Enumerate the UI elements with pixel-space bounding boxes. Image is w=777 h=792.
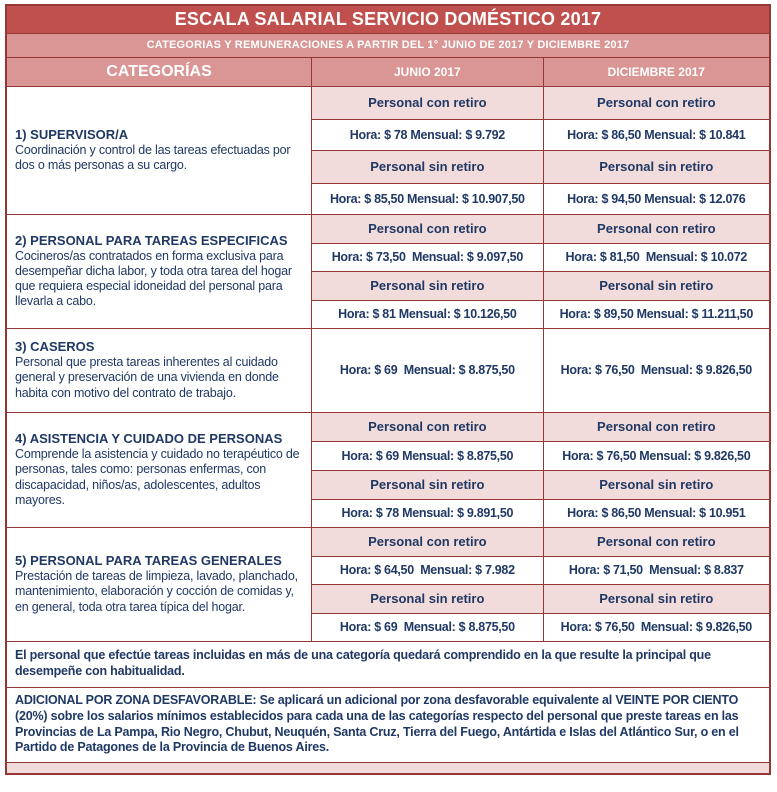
december-con-retiro-value: Hora: $ 76,50 Mensual: $ 9.826,50 — [543, 441, 770, 470]
december-sin-retiro-label: Personal sin retiro — [543, 470, 770, 499]
december-con-retiro-label: Personal con retiro — [543, 527, 770, 556]
december-value: Hora: $ 76,50 Mensual: $ 9.826,50 — [543, 328, 770, 412]
category-3-row — [6, 328, 770, 412]
category-2-cell — [6, 214, 312, 328]
june-con-retiro-value: Hora: $ 69 Mensual: $ 8.875,50 — [312, 441, 543, 470]
category-title: 3) CASEROS — [15, 339, 95, 355]
category-2-row-con-retiro — [6, 214, 770, 243]
category-description: Coordinación y control de las tareas efectuadas por dos o más personas a su cargo. — [15, 142, 291, 172]
column-header-diciembre: DICIEMBRE 2017 — [543, 57, 770, 86]
category-title: 4) ASISTENCIA Y CUIDADO DE PERSONAS — [15, 431, 283, 446]
note-multiple-categories: El personal que efectúe tareas incluidas en más de una categoría quedará comprendido en la que resulte la principal que desempeñe con habitualidad. — [6, 641, 770, 687]
bottom-spacer — [6, 762, 770, 774]
december-sin-retiro-value: Hora: $ 76,50 Mensual: $ 9.826,50 — [543, 613, 770, 641]
december-sin-retiro-label: Personal sin retiro — [543, 150, 770, 183]
category-title: 1) SUPERVISOR/A — [15, 126, 129, 142]
category-description: Comprende la asistencia y cuidado no terapéutico de personas, tales como: personas enfermas, con discapacidad, niños/as, adolescentes, adultos mayores. — [15, 447, 300, 507]
june-con-retiro-value: Hora: $ 78 Mensual: $ 9.792 — [312, 119, 543, 150]
december-con-retiro-label: Personal con retiro — [543, 412, 770, 441]
december-con-retiro-label: Personal con retiro — [543, 86, 770, 119]
december-con-retiro-value: Hora: $ 86,50 Mensual: $ 10.841 — [543, 119, 770, 150]
category-3-cell — [6, 328, 312, 412]
june-sin-retiro-value: Hora: $ 85,50 Mensual: $ 10.907,50 — [312, 183, 543, 214]
june-con-retiro-label: Personal con retiro — [312, 86, 543, 119]
note-row-2 — [6, 687, 770, 762]
june-sin-retiro-value: Hora: $ 69 Mensual: $ 8.875,50 — [312, 613, 543, 641]
column-header-junio: JUNIO 2017 — [312, 57, 543, 86]
category-1-row-con-retiro — [6, 86, 770, 119]
page-subtitle: CATEGORIAS Y REMUNERACIONES A PARTIR DEL 1° JUNIO DE 2017 Y DICIEMBRE 2017 — [6, 33, 770, 57]
column-header-categorias: CATEGORÍAS — [6, 57, 312, 86]
category-description: Prestación de tareas de limpieza, lavado, planchado, mantenimiento, elaboración y cocción de comidas y, en general, toda otra tarea típica del hogar. — [15, 569, 298, 614]
category-4-row-con-retiro — [6, 412, 770, 441]
december-sin-retiro-label: Personal sin retiro — [543, 584, 770, 613]
note-zona-desfavorable: ADICIONAL POR ZONA DESFAVORABLE: Se aplicará un adicional por zona desfavorable equivalente al VEINTE POR CIENTO (20%) sobre los salarios mínimos establecidos para cada una de las categorías respecto del personal que preste tareas en las Provincias de La Pampa, Rio Negro, Chubut, Neuquén, Santa Cruz, Tierra del Fuego, Antártida e Islas del Atlántico Sur, o en el Partido de Patagones de la Provincia de Buenos Aires. — [6, 687, 770, 762]
june-sin-retiro-label: Personal sin retiro — [312, 150, 543, 183]
december-sin-retiro-value: Hora: $ 94,50 Mensual: $ 12.076 — [543, 183, 770, 214]
december-sin-retiro-label: Personal sin retiro — [543, 271, 770, 300]
note-row-1 — [6, 641, 770, 687]
category-description: Cocineros/as contratados en forma exclusiva para desempeñar dicha labor, y toda otra tarea del hogar que requiera especial idoneidad del personal para llevarla a cabo. — [15, 248, 292, 309]
column-header-row — [6, 57, 770, 86]
december-sin-retiro-value: Hora: $ 89,50 Mensual: $ 11.211,50 — [543, 300, 770, 328]
category-5-row-con-retiro — [6, 527, 770, 556]
december-con-retiro-value: Hora: $ 71,50 Mensual: $ 8.837 — [543, 556, 770, 584]
june-con-retiro-value: Hora: $ 64,50 Mensual: $ 7.982 — [312, 556, 543, 584]
category-1-cell — [6, 86, 312, 214]
category-title: 5) PERSONAL PARA TAREAS GENERALES — [15, 553, 282, 569]
june-sin-retiro-value: Hora: $ 78 Mensual: $ 9.891,50 — [312, 499, 543, 527]
category-5-cell — [6, 527, 312, 641]
june-con-retiro-value: Hora: $ 73,50 Mensual: $ 9.097,50 — [312, 243, 543, 271]
june-con-retiro-label: Personal con retiro — [312, 527, 543, 556]
page-title: ESCALA SALARIAL SERVICIO DOMÉSTICO 2017 — [6, 5, 770, 33]
salary-table — [5, 4, 771, 775]
subtitle-row — [6, 33, 770, 57]
december-con-retiro-label: Personal con retiro — [543, 214, 770, 243]
june-sin-retiro-label: Personal sin retiro — [312, 470, 543, 499]
june-sin-retiro-value: Hora: $ 81 Mensual: $ 10.126,50 — [312, 300, 543, 328]
category-4-cell — [6, 412, 312, 527]
category-title: 2) PERSONAL PARA TAREAS ESPECIFICAS — [15, 232, 288, 248]
bottom-spacer-row — [6, 762, 770, 774]
december-sin-retiro-value: Hora: $ 86,50 Mensual: $ 10.951 — [543, 499, 770, 527]
category-description: Personal que presta tareas inherentes al cuidado general y preservación de una vivienda en donde habita con motivo del contrato de trabajo. — [15, 355, 279, 400]
june-value: Hora: $ 69 Mensual: $ 8.875,50 — [312, 328, 543, 412]
june-sin-retiro-label: Personal sin retiro — [312, 271, 543, 300]
december-con-retiro-value: Hora: $ 81,50 Mensual: $ 10.072 — [543, 243, 770, 271]
title-row — [6, 5, 770, 33]
june-con-retiro-label: Personal con retiro — [312, 412, 543, 441]
june-sin-retiro-label: Personal sin retiro — [312, 584, 543, 613]
june-con-retiro-label: Personal con retiro — [312, 214, 543, 243]
